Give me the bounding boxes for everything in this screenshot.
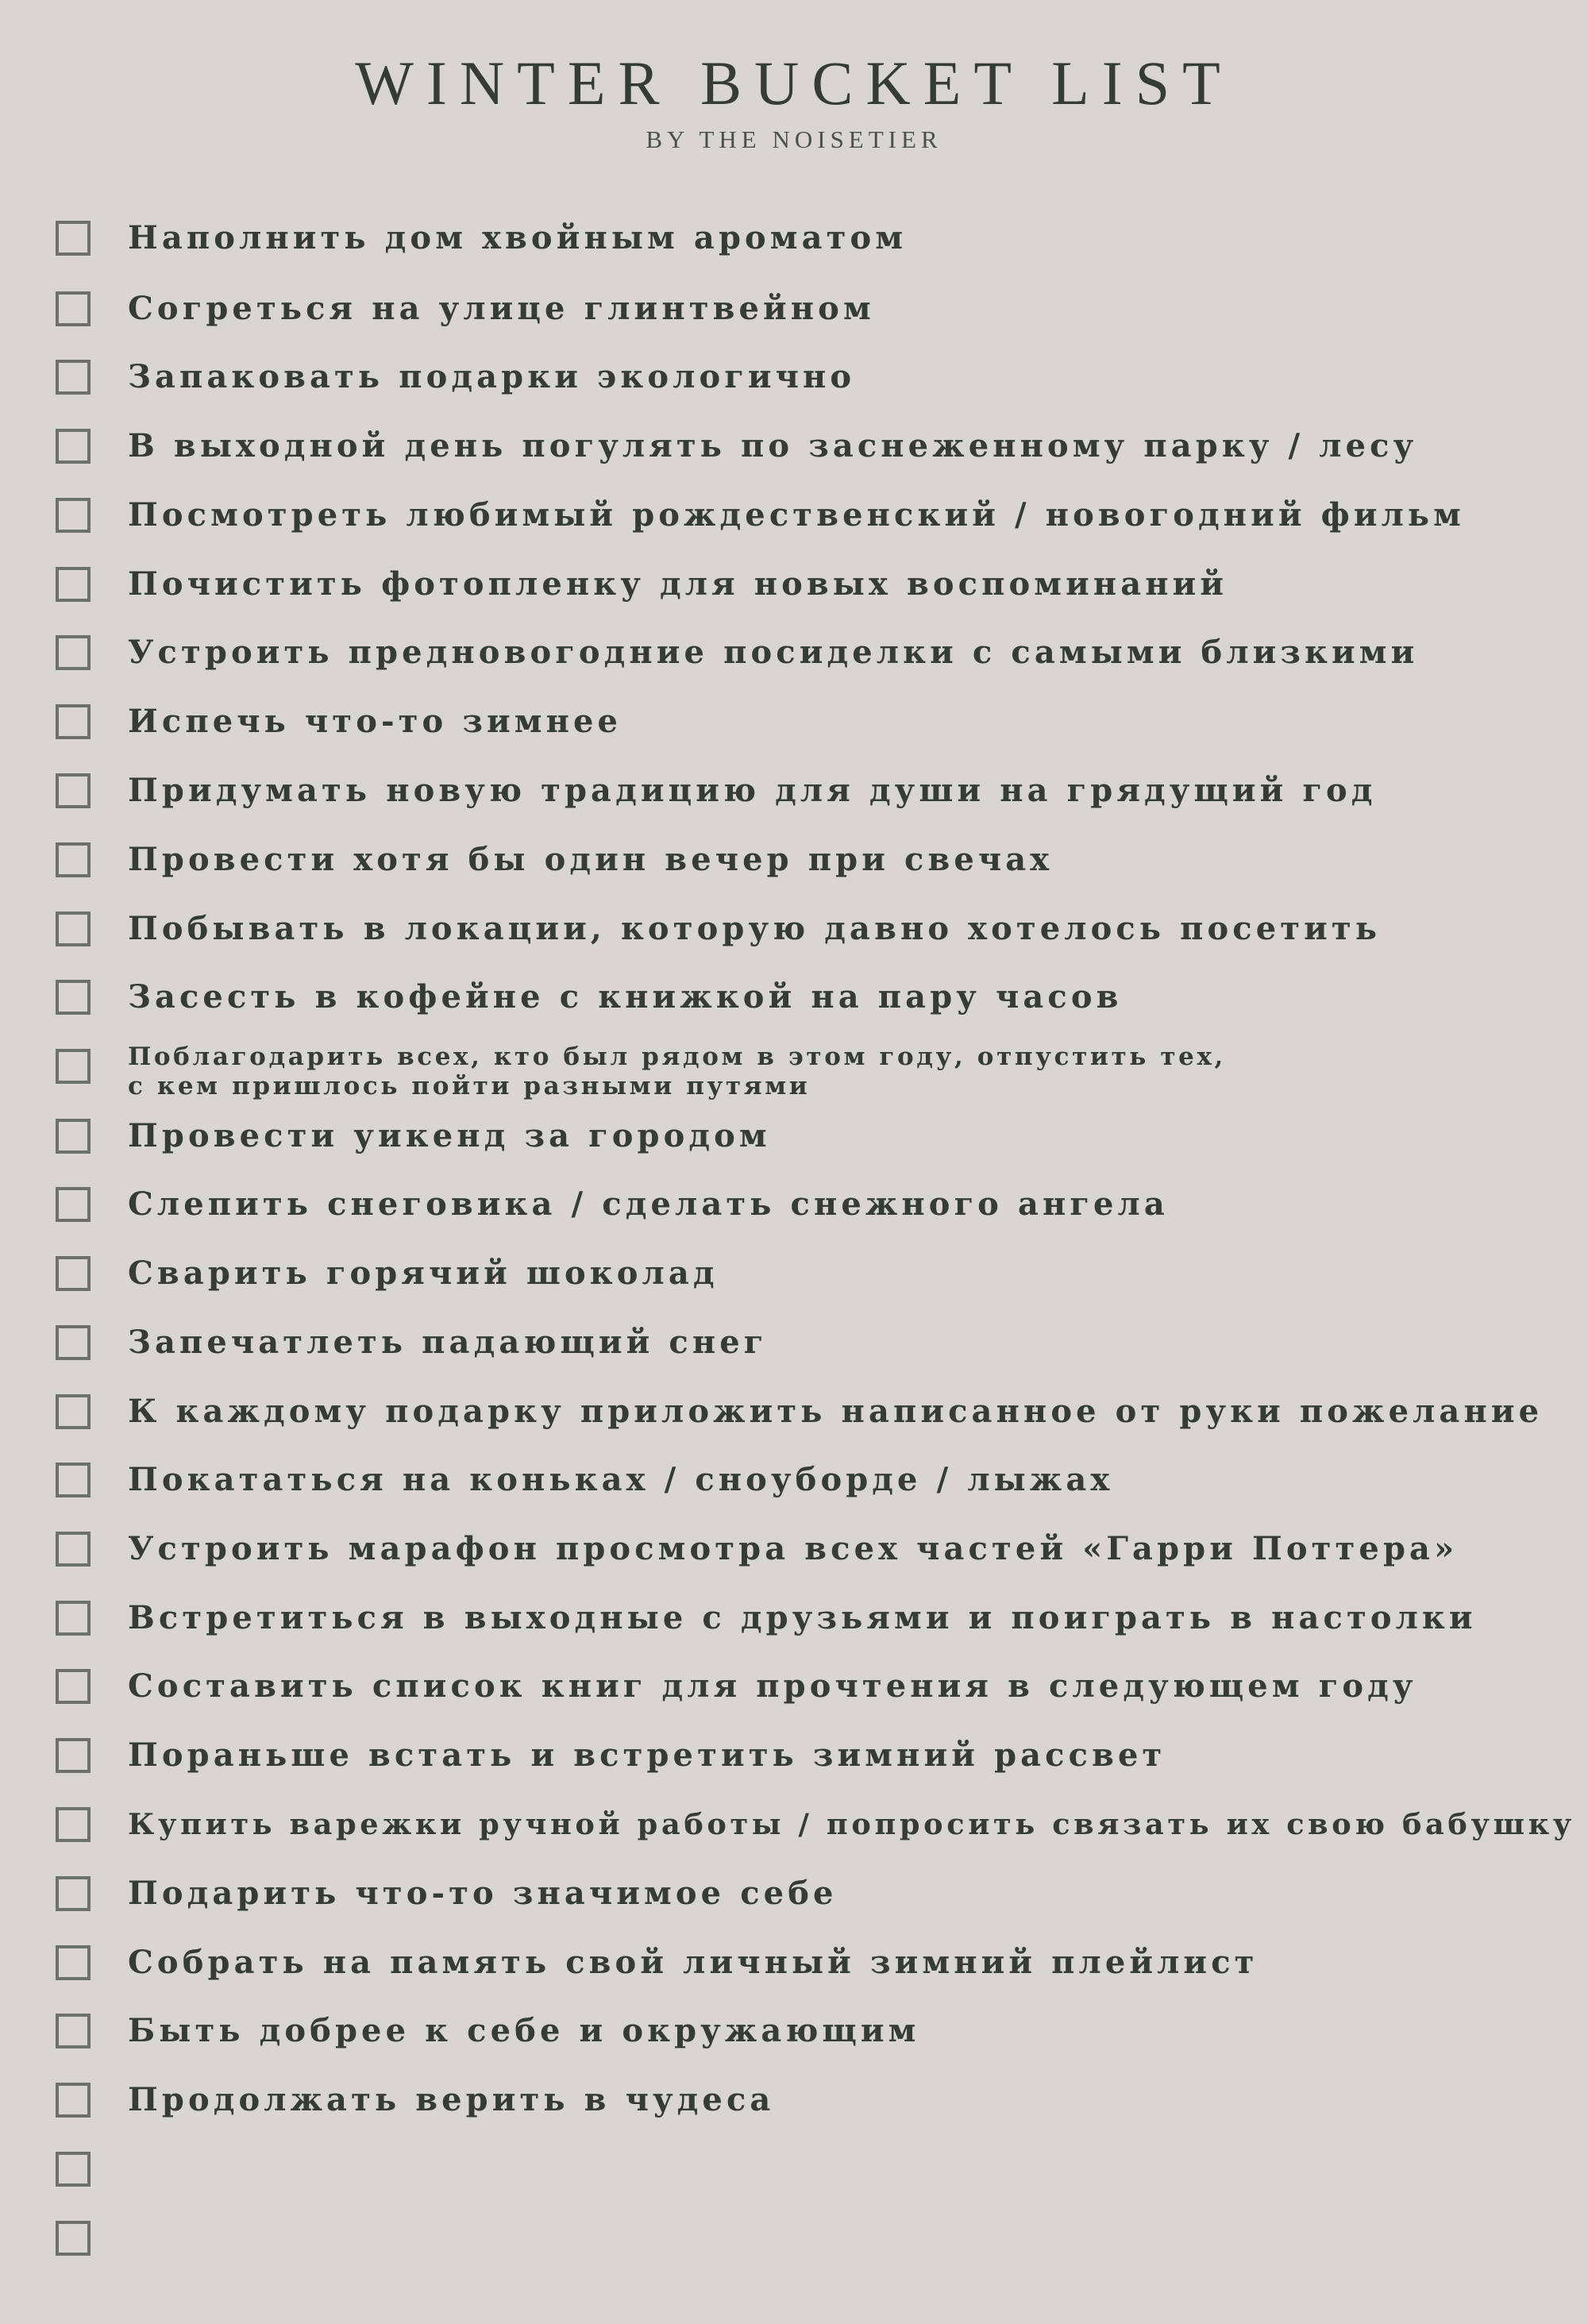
checkbox[interactable] [56, 1669, 91, 1704]
checklist-item-label: Купить варежки ручной работы / попросить связать их свою бабушку [128, 1807, 1575, 1841]
checklist-item [0, 692, 1588, 761]
checkbox[interactable] [56, 1187, 91, 1222]
checkbox[interactable] [56, 2152, 91, 2187]
checklist-item-label: Покататься на коньках / сноуборде / лыжах [128, 1461, 1114, 1498]
checkbox[interactable] [56, 221, 91, 256]
checklist-item-label: Согреться на улице глинтвейном [128, 290, 875, 327]
checkbox[interactable] [56, 1601, 91, 1636]
checklist-item [0, 1863, 1588, 1933]
checkbox[interactable] [56, 1945, 91, 1980]
checklist-item [0, 1933, 1588, 2002]
checklist-item [0, 761, 1588, 830]
checkbox[interactable] [56, 2014, 91, 2048]
checklist-item-label: Засесть в кофейне с книжкой на пару часов [128, 978, 1123, 1016]
checklist-item [0, 554, 1588, 623]
checklist-item-label: Посмотреть любимый рождественский / новогодний фильм [128, 496, 1466, 534]
checkbox[interactable] [56, 1325, 91, 1360]
checklist-item-label: Составить список книг для прочтения в следующем году [128, 1667, 1417, 1705]
checklist-item [0, 416, 1588, 485]
checkbox[interactable] [56, 1119, 91, 1154]
checklist-item-label: В выходной день погулять по заснеженному парку / лесу [128, 427, 1418, 464]
page-subtitle: BY THE NOISETIER [646, 125, 942, 153]
checklist-item-label: К каждому подарку приложить написанное от руки пожелание [128, 1393, 1544, 1430]
checkbox[interactable] [56, 2221, 91, 2256]
checklist-item-label: Пораньше встать и встретить зимний рассвет [128, 1736, 1166, 1774]
checklist-item [0, 2070, 1588, 2139]
checklist-item [0, 279, 1588, 348]
checklist-item [0, 1174, 1588, 1243]
checklist-item [0, 622, 1588, 692]
checkbox[interactable] [56, 1394, 91, 1429]
checklist-item-label: Встретиться в выходные с друзьями и поиграть в настолки [128, 1599, 1477, 1636]
checklist-item-label: Провести уикенд за городом [128, 1117, 771, 1154]
checkbox[interactable] [56, 635, 91, 670]
checklist-item-label: Подарить что-то значимое себе [128, 1875, 838, 1912]
checklist-item [0, 1312, 1588, 1382]
checklist-item [0, 1588, 1588, 1657]
checklist-item [0, 1106, 1588, 1175]
checklist-item [0, 1450, 1588, 1519]
checkbox[interactable] [56, 429, 91, 464]
checklist-item [0, 1725, 1588, 1794]
checklist-item-label: Побывать в локации, которую давно хотелось посетить [128, 910, 1382, 947]
checklist-item-label: Провести хотя бы один вечер при свечах [128, 841, 1054, 878]
checklist-item [0, 1519, 1588, 1588]
checklist-item [0, 2208, 1588, 2277]
checklist-item-label-line: Поблагодарить всех, кто был рядом в этом году, отпустить тех, [128, 1043, 1226, 1071]
checklist-item [0, 1656, 1588, 1725]
checkbox[interactable] [56, 1532, 91, 1567]
checklist-item [0, 347, 1588, 416]
checklist-item [0, 1382, 1588, 1451]
checklist-item-label: Собрать на память свой личный зимний плейлист [128, 1944, 1258, 1981]
checkbox[interactable] [56, 980, 91, 1015]
checklist-item-label: Сварить горячий шоколад [128, 1254, 719, 1292]
checkbox[interactable] [56, 1876, 91, 1911]
checklist-item-label: Слепить снеговика / сделать снежного ангела [128, 1185, 1169, 1223]
checklist-item [0, 899, 1588, 968]
checklist-item [0, 2139, 1588, 2208]
checklist-item [0, 1243, 1588, 1312]
checklist-item-label-line: с кем пришлось пойти разными путями [128, 1072, 811, 1100]
checklist-item [0, 1036, 1588, 1105]
checklist-item-label: Испечь что-то зимнее [128, 703, 622, 740]
checkbox[interactable] [56, 567, 91, 602]
checkbox[interactable] [56, 773, 91, 808]
checklist-item-label: Почистить фотопленку для новых воспоминаний [128, 565, 1228, 603]
checklist-item-label: Придумать новую традицию для души на грядущий год [128, 772, 1377, 809]
checklist-item-label: Наполнить дом хвойным ароматом [128, 219, 908, 256]
checkbox[interactable] [56, 911, 91, 946]
checklist-item-label: Запечатлеть падающий снег [128, 1324, 768, 1361]
checkbox[interactable] [56, 1049, 91, 1084]
checklist-item-label: Продолжать верить в чудеса [128, 2081, 775, 2118]
checkbox[interactable] [56, 1807, 91, 1842]
checklist-item [0, 485, 1588, 554]
checkbox[interactable] [56, 360, 91, 395]
checklist-item [0, 1794, 1588, 1863]
checklist-item [0, 830, 1588, 899]
page-title: WINTER BUCKET LIST [355, 48, 1233, 118]
checklist-item [0, 2001, 1588, 2070]
checklist-item-label [128, 1043, 1226, 1101]
checkbox[interactable] [56, 291, 91, 326]
checklist-item-label: Устроить марафон просмотра всех частей «Гарри Поттера» [128, 1530, 1459, 1567]
checkbox[interactable] [56, 1738, 91, 1773]
checkbox[interactable] [56, 2083, 91, 2118]
checkbox[interactable] [56, 842, 91, 877]
checklist-item-label: Устроить предновогодние посиделки с самыми близкими [128, 634, 1419, 671]
checklist-item-label: Быть добрее к себе и окружающим [128, 2012, 920, 2049]
checklist-item [0, 208, 1588, 277]
checkbox[interactable] [56, 704, 91, 739]
checklist-item [0, 967, 1588, 1036]
checkbox[interactable] [56, 1463, 91, 1497]
checklist-item-label: Запаковать подарки экологично [128, 358, 856, 395]
checkbox[interactable] [56, 1256, 91, 1291]
checkbox[interactable] [56, 498, 91, 533]
